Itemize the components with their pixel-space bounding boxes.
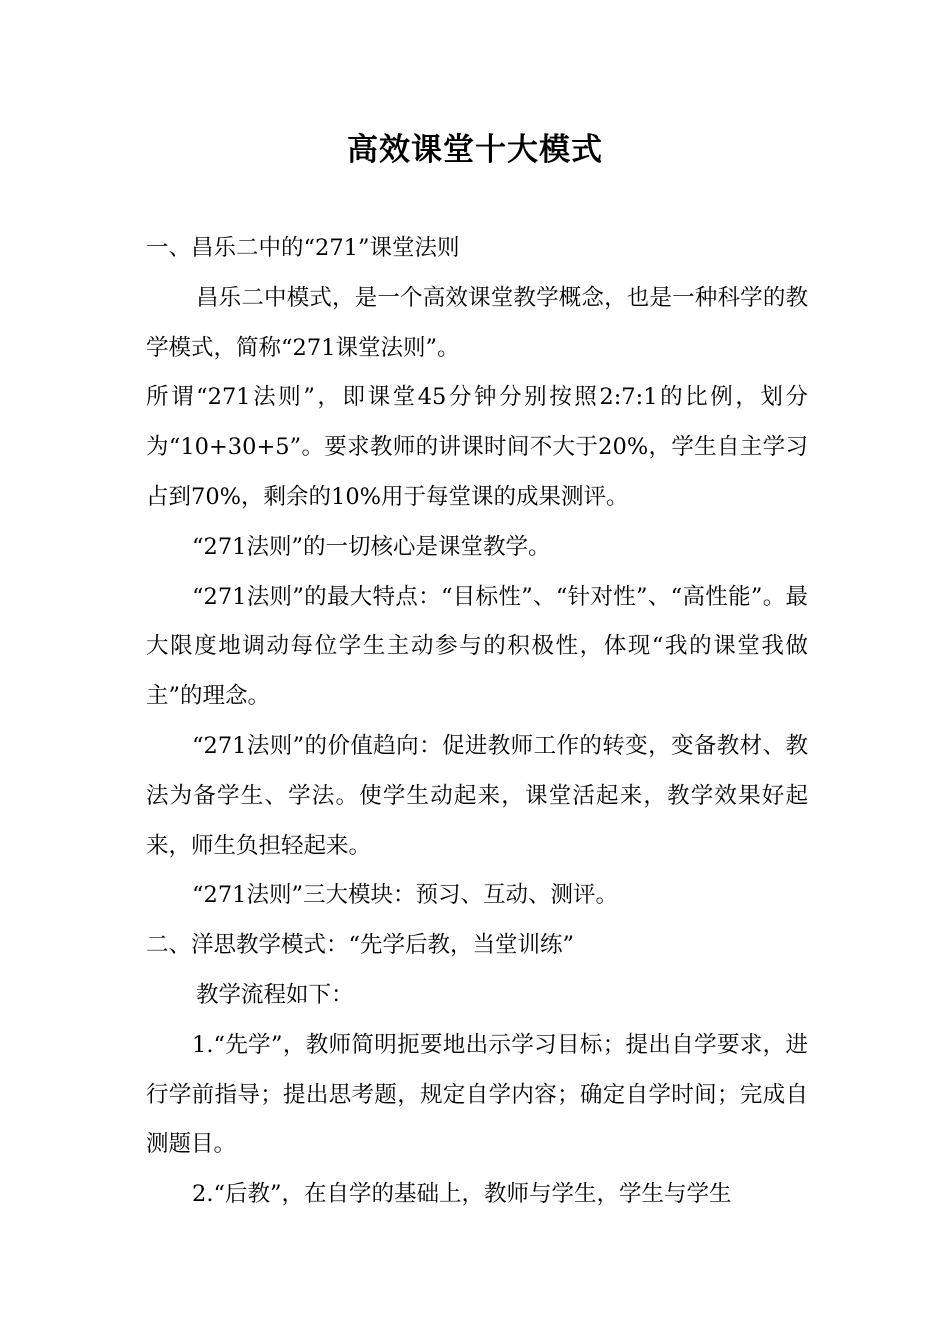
paragraph: “271法则”的最大特点：“目标性”、“针对性”、“高性能”。最大限度地调动每位学生主动参与的积极性，体现“我的课堂我做主”的理念。 [146,583,808,710]
document-title: 高效课堂十大模式 [347,132,603,168]
section-heading-2: 二、洋思教学模式：“先学后教，当堂训练” [146,932,575,959]
document-body [146,224,808,1220]
paragraph: “271法则”的一切核心是课堂教学。 [192,533,551,560]
paragraph: 昌乐二中模式，是一个高效课堂教学概念，也是一种科学的教学模式，简称“271课堂法则”。 [146,284,808,361]
paragraph: 所谓“271法则”，即课堂45分钟分别按照2:7:1的比例，划分为“10+30+5”。要求教师的讲课时间不大于20%，学生自主学习占到70%，剩余的10%用于每堂课的成果测评。 [146,384,808,510]
paragraph: 教学流程如下： [196,981,354,1008]
list-item: 1.“先学”，教师简明扼要地出示学习目标；提出自学要求，进行学前指导；提出思考题，规定自学内容；确定自学时间；完成自测题目。 [146,1031,808,1158]
list-item: 2.“后教”，在自学的基础上，教师与学生，学生与学生 [192,1181,732,1208]
paragraph: “271法则”的价值趋向：促进教师工作的转变，变备教材、教法为备学生、学法。使学生动起来，课堂活起来，教学效果好起来，师生负担轻起来。 [146,732,808,859]
paragraph: “271法则”三大模块：预习、互动、测评。 [192,882,618,909]
section-heading-1: 一、昌乐二中的“271”课堂法则 [146,235,460,261]
